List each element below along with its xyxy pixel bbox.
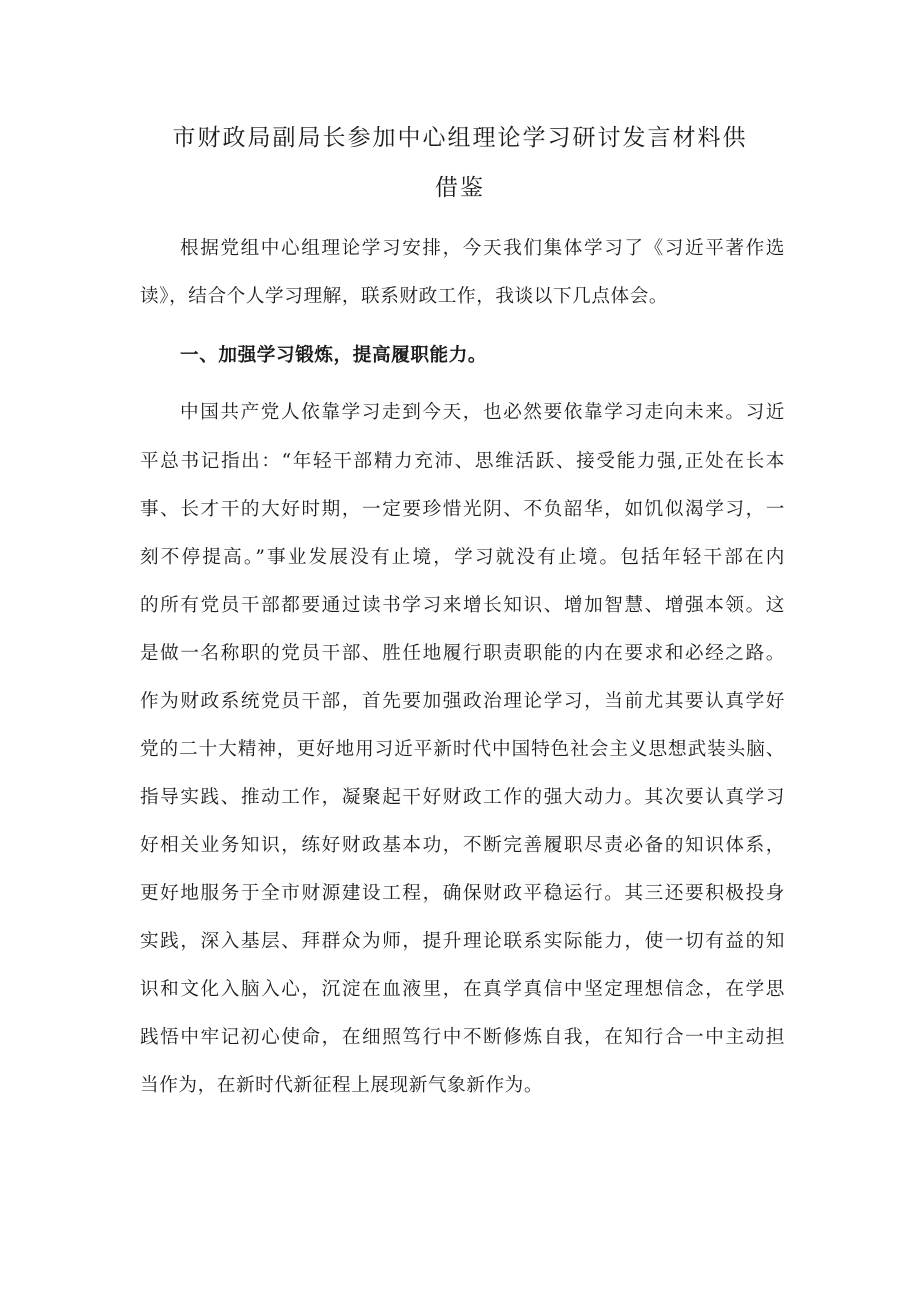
body-line: 作为财政系统党员干部，首先要加强政治理论学习，当前尤其要认真学好 bbox=[140, 691, 785, 712]
body-line: 的所有党员干部都要通过读书学习来增长知识、增加智慧、增强本领。这 bbox=[140, 595, 785, 616]
intro-line: 读》，结合个人学习理解，联系财政工作，我谈以下几点体会。 bbox=[140, 286, 669, 307]
body-line: 平总书记指出：“年轻干部精力充沛、思维活跃、接受能力强,正处在长本 bbox=[140, 451, 785, 472]
body-line: 践悟中牢记初心使命，在细照笃行中不断修炼自我，在知行合一中主动担 bbox=[140, 1027, 785, 1048]
document-title-line-1: 市财政局副局长参加中心组理论学习研讨发言材料供 bbox=[172, 125, 748, 151]
body-line: 指导实践、推动工作，凝聚起干好财政工作的强大动力。其次要认真学习 bbox=[140, 787, 785, 808]
body-line: 党的二十大精神，更好地用习近平新时代中国特色社会主义思想武装头脑、 bbox=[140, 739, 785, 760]
body-line: 是做一名称职的党员干部、胜任地履行职责职能的内在要求和必经之路。 bbox=[140, 643, 785, 664]
body-line: 更好地服务于全市财源建设工程，确保财政平稳运行。其三还要积极投身 bbox=[140, 883, 785, 904]
section-heading: 一、加强学习锻炼，提高履职能力。 bbox=[180, 345, 488, 366]
body-line: 当作为，在新时代新征程上展现新气象新作为。 bbox=[140, 1075, 544, 1096]
intro-line: 根据党组中心组理论学习安排，今天我们集体学习了《习近平著作选 bbox=[180, 238, 785, 259]
document-title-line-2: 借鉴 bbox=[435, 175, 485, 201]
body-line: 识和文化入脑入心，沉淀在血液里，在真学真信中坚定理想信念，在学思 bbox=[140, 979, 785, 1000]
body-line: 事、长才干的大好时期，一定要珍惜光阴、不负韶华，如饥似渴学习，一 bbox=[140, 499, 785, 520]
body-line: 实践，深入基层、拜群众为师，提升理论联系实际能力，使一切有益的知 bbox=[140, 931, 785, 952]
body-line: 中国共产党人依靠学习走到今天，也必然要依靠学习走向未来。习近 bbox=[180, 402, 785, 423]
body-line: 好相关业务知识，练好财政基本功，不断完善履职尽责必备的知识体系， bbox=[140, 835, 785, 856]
body-line: 刻不停提高。”事业发展没有止境，学习就没有止境。包括年轻干部在内 bbox=[140, 547, 785, 568]
